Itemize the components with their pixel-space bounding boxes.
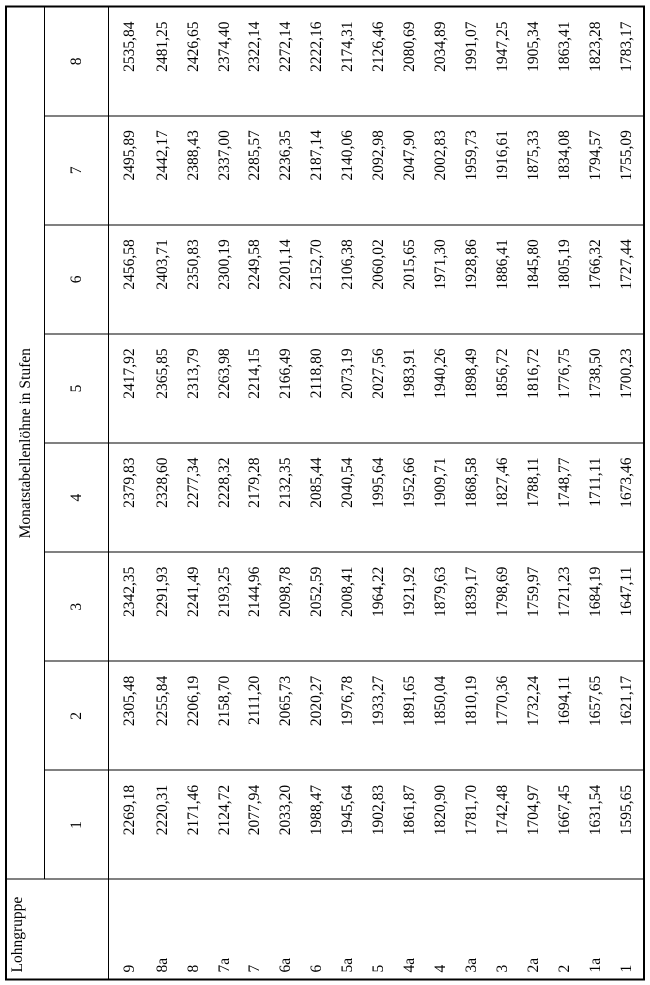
wage-value-cell: 2263,98: [209, 333, 240, 442]
rotated-table-container: [5, 5, 645, 980]
wage-value-cell: 1964,22: [364, 552, 395, 661]
step-header-5: 5: [45, 333, 109, 442]
wage-value-cell: 1886,41: [487, 224, 518, 333]
wage-value-cell: 2092,98: [364, 115, 395, 224]
wage-value-cell: 2328,60: [147, 443, 178, 552]
wage-value-cell: 2034,89: [426, 6, 457, 115]
wage-value-cell: 2085,44: [302, 443, 333, 552]
wage-value-cell: 1952,66: [395, 443, 426, 552]
wage-value-cell: 1875,33: [518, 115, 549, 224]
wage-value-cell: 2158,70: [209, 661, 240, 770]
wage-value-cell: 2350,83: [178, 224, 209, 333]
wage-value-cell: 1783,17: [611, 6, 644, 115]
wage-value-cell: 1816,72: [518, 333, 549, 442]
wage-value-cell: 1711,11: [580, 443, 611, 552]
wage-value-cell: 1820,90: [426, 770, 457, 879]
wage-value-cell: 2002,83: [426, 115, 457, 224]
wage-value-cell: 2206,19: [178, 661, 209, 770]
wage-value-cell: 1995,64: [364, 443, 395, 552]
lohngruppe-cell: 2: [549, 879, 580, 979]
wage-value-cell: 1694,11: [549, 661, 580, 770]
wage-value-cell: 1781,70: [457, 770, 488, 879]
wage-value-cell: 1823,28: [580, 6, 611, 115]
lohngruppe-cell: 9: [109, 879, 148, 979]
wage-value-cell: 2098,78: [271, 552, 302, 661]
step-header-2: 2: [45, 661, 109, 770]
wage-value-cell: 1700,23: [611, 333, 644, 442]
wage-value-cell: 1861,87: [395, 770, 426, 879]
wage-value-cell: 2052,59: [302, 552, 333, 661]
wage-value-cell: 1945,64: [333, 770, 364, 879]
lohngruppe-cell: 4: [426, 879, 457, 979]
wage-value-cell: 1684,19: [580, 552, 611, 661]
wage-value-cell: 1755,09: [611, 115, 644, 224]
table-row: [611, 6, 644, 979]
wage-value-cell: 1879,63: [426, 552, 457, 661]
wage-value-cell: 2313,79: [178, 333, 209, 442]
wage-value-cell: 1921,92: [395, 552, 426, 661]
step-header-3: 3: [45, 552, 109, 661]
wage-value-cell: 1983,91: [395, 333, 426, 442]
wage-value-cell: 1621,17: [611, 661, 644, 770]
wage-value-cell: 2118,80: [302, 333, 333, 442]
wage-value-cell: 2417,92: [109, 333, 148, 442]
table-row: [271, 6, 302, 979]
wage-value-cell: 1850,04: [426, 661, 457, 770]
wage-value-cell: 1748,77: [549, 443, 580, 552]
wage-value-cell: 1898,49: [457, 333, 488, 442]
wage-value-cell: 2388,43: [178, 115, 209, 224]
wage-value-cell: 2187,14: [302, 115, 333, 224]
wage-value-cell: 2305,48: [109, 661, 148, 770]
wage-value-cell: 2291,93: [147, 552, 178, 661]
wage-value-cell: 1673,46: [611, 443, 644, 552]
wage-value-cell: 2241,49: [178, 552, 209, 661]
wage-value-cell: 1788,11: [518, 443, 549, 552]
wage-value-cell: 1776,75: [549, 333, 580, 442]
wage-value-cell: 2152,70: [302, 224, 333, 333]
wage-value-cell: 2171,46: [178, 770, 209, 879]
wage-value-cell: 2124,72: [209, 770, 240, 879]
lohngruppe-cell: 7: [240, 879, 271, 979]
step-header-1: 1: [45, 770, 109, 879]
table-row: [457, 6, 488, 979]
wage-value-cell: 1827,46: [487, 443, 518, 552]
wage-value-cell: 2269,18: [109, 770, 148, 879]
wage-value-cell: 2144,96: [240, 552, 271, 661]
table-row: [302, 6, 333, 979]
wage-value-cell: 1766,32: [580, 224, 611, 333]
wage-value-cell: 1727,44: [611, 224, 644, 333]
table-row: [518, 6, 549, 979]
wage-value-cell: 2106,38: [333, 224, 364, 333]
wage-value-cell: 2111,20: [240, 661, 271, 770]
wage-value-cell: 1988,47: [302, 770, 333, 879]
wage-value-cell: 1933,27: [364, 661, 395, 770]
wage-value-cell: 1647,11: [611, 552, 644, 661]
table-row: [364, 6, 395, 979]
wage-value-cell: 1810,19: [457, 661, 488, 770]
lohngruppe-cell: 6a: [271, 879, 302, 979]
wage-value-cell: 2337,00: [209, 115, 240, 224]
table-row: [580, 6, 611, 979]
table-row: [395, 6, 426, 979]
wage-value-cell: 1940,26: [426, 333, 457, 442]
wage-value-cell: 1667,45: [549, 770, 580, 879]
step-header-6: 6: [45, 224, 109, 333]
wage-value-cell: 2442,17: [147, 115, 178, 224]
table-row: [549, 6, 580, 979]
wage-value-cell: 1631,54: [580, 770, 611, 879]
wage-table: [5, 5, 645, 980]
wage-value-cell: 1947,25: [487, 6, 518, 115]
wage-value-cell: 2065,73: [271, 661, 302, 770]
wage-value-cell: 1909,71: [426, 443, 457, 552]
wage-value-cell: 1856,72: [487, 333, 518, 442]
wage-value-cell: 2456,58: [109, 224, 148, 333]
lohngruppe-cell: 1a: [580, 879, 611, 979]
wage-value-cell: 2080,69: [395, 6, 426, 115]
wage-value-cell: 1976,78: [333, 661, 364, 770]
wage-value-cell: 2060,02: [364, 224, 395, 333]
wage-value-cell: 2236,35: [271, 115, 302, 224]
wage-value-cell: 2222,16: [302, 6, 333, 115]
lohngruppe-cell: 1: [611, 879, 644, 979]
lohngruppe-cell: 8a: [147, 879, 178, 979]
wage-value-cell: 2073,19: [333, 333, 364, 442]
wage-value-cell: 2008,41: [333, 552, 364, 661]
wage-value-cell: 2179,28: [240, 443, 271, 552]
table-row: [426, 6, 457, 979]
wage-value-cell: 1891,65: [395, 661, 426, 770]
wage-value-cell: 2495,89: [109, 115, 148, 224]
lohngruppe-cell: 6: [302, 879, 333, 979]
wage-value-cell: 1928,86: [457, 224, 488, 333]
wage-value-cell: 2535,84: [109, 6, 148, 115]
lohngruppe-cell: 3a: [457, 879, 488, 979]
wage-value-cell: 2166,49: [271, 333, 302, 442]
wage-value-cell: 1805,19: [549, 224, 580, 333]
wage-value-cell: 1732,24: [518, 661, 549, 770]
wage-value-cell: 2374,40: [209, 6, 240, 115]
wage-value-cell: 2481,25: [147, 6, 178, 115]
wage-value-cell: 2220,31: [147, 770, 178, 879]
wage-value-cell: 1905,34: [518, 6, 549, 115]
wage-value-cell: 1704,97: [518, 770, 549, 879]
wage-value-cell: 2426,65: [178, 6, 209, 115]
wage-value-cell: 1868,58: [457, 443, 488, 552]
wage-value-cell: 2132,35: [271, 443, 302, 552]
wage-value-cell: 1742,48: [487, 770, 518, 879]
wage-value-cell: 2033,20: [271, 770, 302, 879]
wage-value-cell: 1721,23: [549, 552, 580, 661]
wage-value-cell: 2214,15: [240, 333, 271, 442]
wage-value-cell: 2403,71: [147, 224, 178, 333]
wage-value-cell: 1595,65: [611, 770, 644, 879]
lohngruppe-cell: 2a: [518, 879, 549, 979]
lohngruppe-cell: 4a: [395, 879, 426, 979]
wage-value-cell: 2047,90: [395, 115, 426, 224]
lohngruppe-cell: 5a: [333, 879, 364, 979]
step-header-8: 8: [45, 6, 109, 115]
wage-value-cell: 2027,56: [364, 333, 395, 442]
wage-value-cell: 2228,32: [209, 443, 240, 552]
wage-value-cell: 1794,57: [580, 115, 611, 224]
wage-value-cell: 2020,27: [302, 661, 333, 770]
wage-value-cell: 2272,14: [271, 6, 302, 115]
table-row: [487, 6, 518, 979]
lohngruppe-cell: 5: [364, 879, 395, 979]
wage-value-cell: 2174,31: [333, 6, 364, 115]
wage-value-cell: 2193,25: [209, 552, 240, 661]
table-row: [209, 6, 240, 979]
wage-value-cell: 1916,61: [487, 115, 518, 224]
wage-value-cell: 2015,65: [395, 224, 426, 333]
wage-value-cell: 1657,65: [580, 661, 611, 770]
wage-value-cell: 1834,08: [549, 115, 580, 224]
lohngruppe-cell: 7a: [209, 879, 240, 979]
wage-value-cell: 2040,54: [333, 443, 364, 552]
steps-header-row: [45, 6, 109, 979]
wage-value-cell: 2379,83: [109, 443, 148, 552]
table-body: [109, 6, 645, 979]
wage-value-cell: 1738,50: [580, 333, 611, 442]
lohngruppe-header: Lohngruppe: [6, 879, 109, 979]
step-header-7: 7: [45, 115, 109, 224]
wage-value-cell: 2277,34: [178, 443, 209, 552]
table-row: [147, 6, 178, 979]
wage-value-cell: 2300,19: [209, 224, 240, 333]
lohngruppe-cell: 3: [487, 879, 518, 979]
wage-value-cell: 1845,80: [518, 224, 549, 333]
wage-value-cell: 2140,06: [333, 115, 364, 224]
wage-value-cell: 2365,85: [147, 333, 178, 442]
wage-value-cell: 2285,57: [240, 115, 271, 224]
wage-value-cell: 2342,35: [109, 552, 148, 661]
table-row: [178, 6, 209, 979]
stufen-header: Monatstabellenlöhne in Stufen: [6, 6, 45, 879]
wage-value-cell: 2322,14: [240, 6, 271, 115]
wage-value-cell: 1959,73: [457, 115, 488, 224]
wage-value-cell: 2255,84: [147, 661, 178, 770]
lohngruppe-cell: 8: [178, 879, 209, 979]
step-header-4: 4: [45, 443, 109, 552]
table-row: [333, 6, 364, 979]
wage-value-cell: 2077,94: [240, 770, 271, 879]
wage-value-cell: 1770,36: [487, 661, 518, 770]
wage-value-cell: 1839,17: [457, 552, 488, 661]
wage-value-cell: 2126,46: [364, 6, 395, 115]
wage-value-cell: 2249,58: [240, 224, 271, 333]
wage-value-cell: 1863,41: [549, 6, 580, 115]
table-row: [109, 6, 148, 979]
wage-value-cell: 1991,07: [457, 6, 488, 115]
wage-value-cell: 1759,97: [518, 552, 549, 661]
wage-value-cell: 1971,30: [426, 224, 457, 333]
wage-value-cell: 1798,69: [487, 552, 518, 661]
wage-value-cell: 1902,83: [364, 770, 395, 879]
wage-value-cell: 2201,14: [271, 224, 302, 333]
table-row: [240, 6, 271, 979]
